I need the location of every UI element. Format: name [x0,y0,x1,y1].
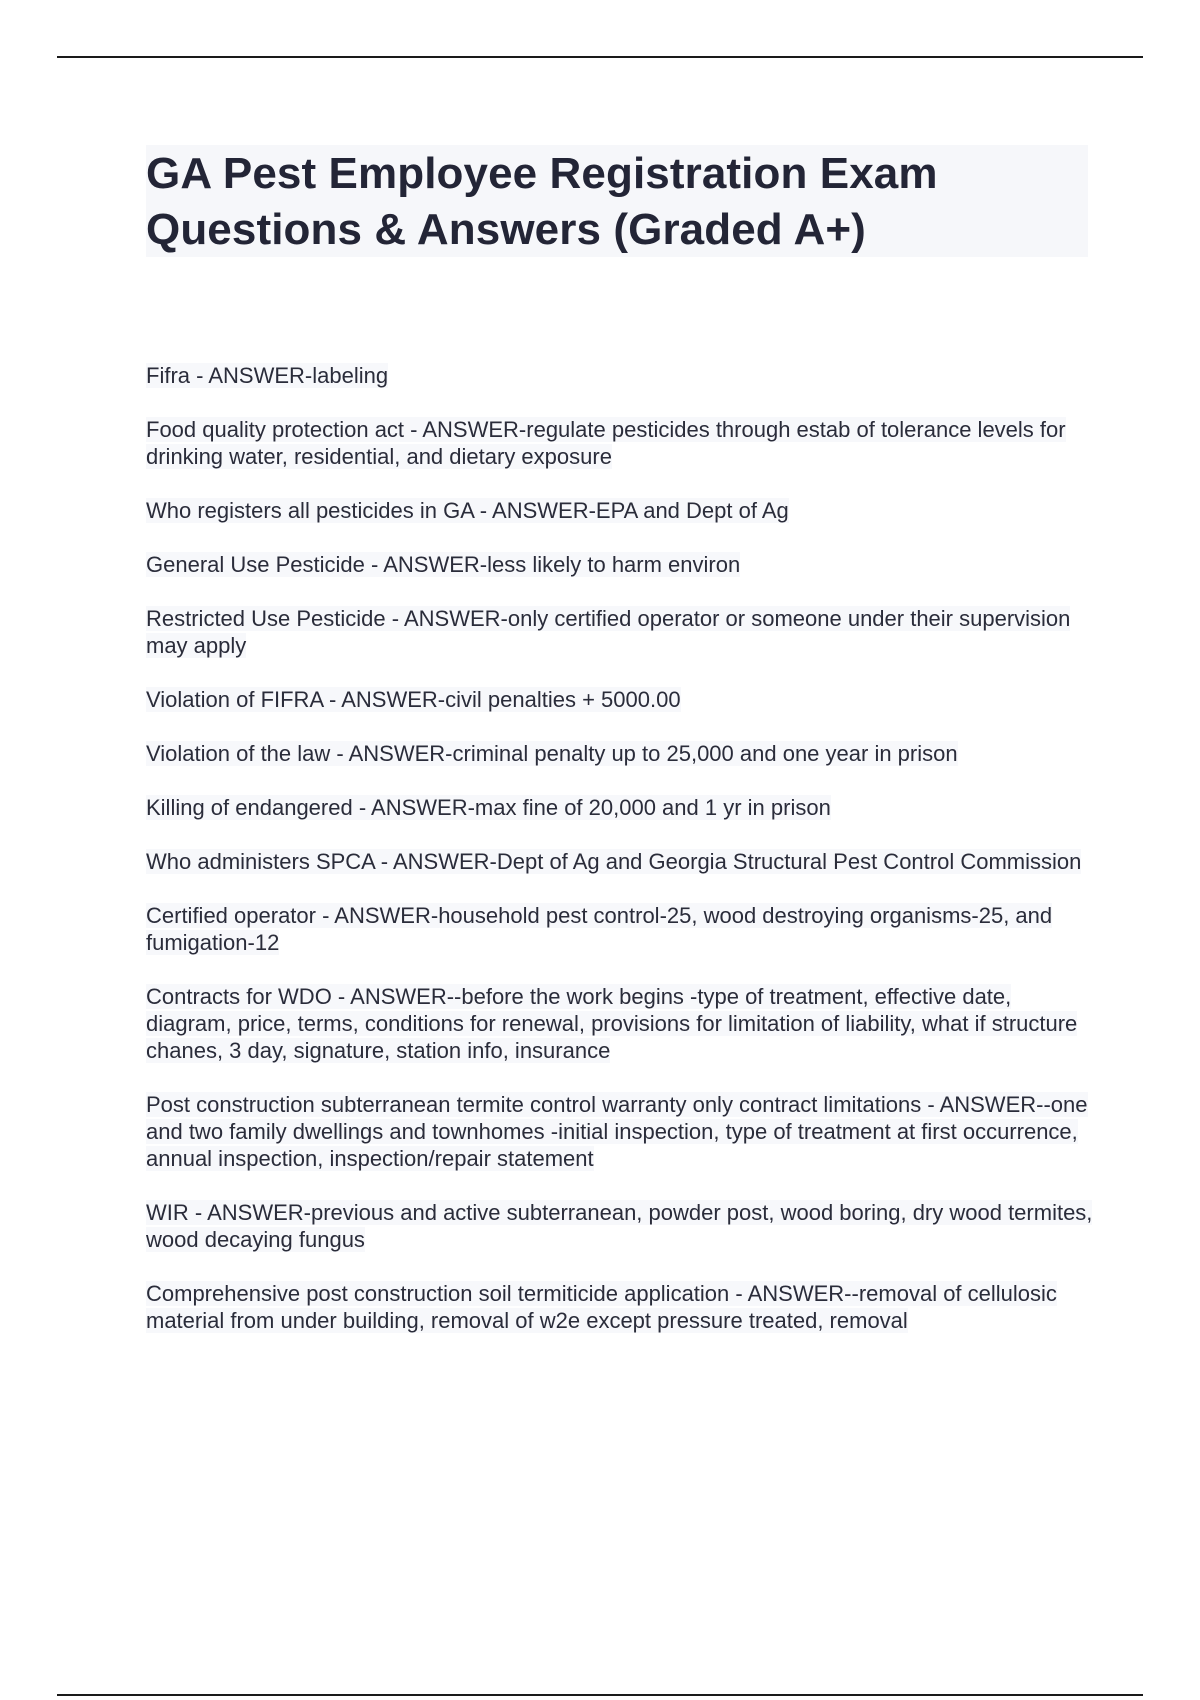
qa-text: General Use Pesticide - ANSWER-less likely to harm environ [146,552,741,577]
qa-text: Who registers all pesticides in GA - ANSWER-EPA and Dept of Ag [146,498,789,523]
qa-item [146,983,1096,1064]
qa-item [146,1091,1096,1172]
qa-item [146,497,1096,524]
qa-item [146,740,1096,767]
qa-text: Comprehensive post construction soil termiticide application - ANSWER--removal of cellulosic material from under building, removal of w2e except pressure treated, removal [146,1281,1057,1333]
qa-list [146,362,1096,1361]
qa-text: Killing of endangered - ANSWER-max fine of 20,000 and 1 yr in prison [146,795,831,820]
qa-text: Post construction subterranean termite control warranty only contract limitations - ANSWER--one and two family dwellings and townhomes -initial inspection, type of treatment at first occurrence, annual inspection, inspection/repair statement [146,1092,1088,1171]
page-title: GA Pest Employee Registration Exam Questions & Answers (Graded A+) [146,149,938,254]
qa-text: Restricted Use Pesticide - ANSWER-only certified operator or someone under their supervision may apply [146,606,1071,658]
qa-item [146,1199,1096,1253]
qa-item [146,848,1096,875]
bottom-rule [57,1694,1143,1696]
title-block [146,145,1088,257]
qa-text: Contracts for WDO - ANSWER--before the work begins -type of treatment, effective date, diagram, price, terms, conditions for renewal, provisions for limitation of liability, what if structure chanes, 3 day, signature, station info, insurance [146,984,1078,1063]
qa-item [146,416,1096,470]
qa-text: Fifra - ANSWER-labeling [146,363,389,388]
qa-item [146,605,1096,659]
qa-item [146,1280,1096,1334]
qa-text: Food quality protection act - ANSWER-regulate pesticides through estab of tolerance levels for drinking water, residential, and dietary exposure [146,417,1066,469]
qa-item [146,902,1096,956]
qa-item [146,551,1096,578]
top-rule [57,56,1143,58]
qa-text: Who administers SPCA - ANSWER-Dept of Ag and Georgia Structural Pest Control Commission [146,849,1082,874]
qa-text: Violation of the law - ANSWER-criminal penalty up to 25,000 and one year in prison [146,741,958,766]
qa-item [146,794,1096,821]
qa-item [146,686,1096,713]
qa-item [146,362,1096,389]
qa-text: WIR - ANSWER-previous and active subterranean, powder post, wood boring, dry wood termites, wood decaying fungus [146,1200,1093,1252]
qa-text: Violation of FIFRA - ANSWER-civil penalties + 5000.00 [146,687,681,712]
qa-text: Certified operator - ANSWER-household pest control-25, wood destroying organisms-25, and fumigation-12 [146,903,1053,955]
